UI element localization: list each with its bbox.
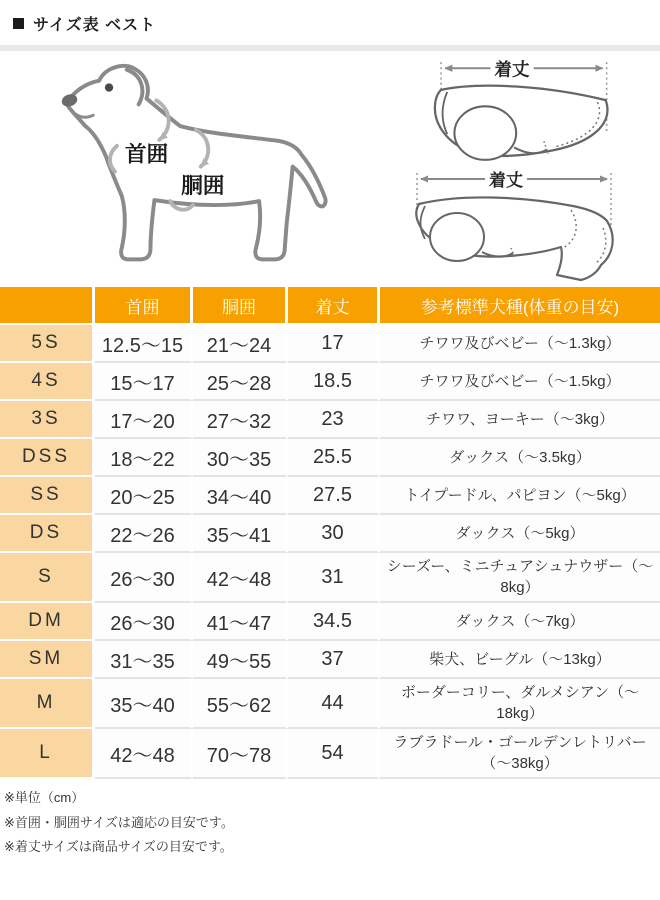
size-label-cell: DS — [0, 515, 95, 553]
neck-value-cell: 18〜22 — [95, 439, 193, 477]
size-label-cell: S — [0, 553, 95, 603]
square-bullet-icon — [13, 18, 24, 29]
neck-value-cell: 42〜48 — [95, 729, 193, 779]
vest-diagram-top — [375, 59, 647, 167]
vest-top-leg-hole — [454, 106, 516, 159]
neck-girth-label: 首囲 — [124, 141, 168, 167]
girth-value-cell: 35〜41 — [193, 515, 288, 553]
breed-value-cell: ダックス（〜5kg） — [380, 515, 660, 553]
vest-bottom-leg-hole — [430, 213, 484, 261]
size-table — [0, 287, 660, 779]
size-table-body — [0, 325, 660, 779]
footnote-line: ※首囲・胴囲サイズは適応の目安です。 — [4, 814, 234, 830]
body-girth-label: 胴囲 — [180, 173, 225, 199]
length-value-cell: 25.5 — [288, 439, 380, 477]
breed-value-cell: ボーダーコリー、ダルメシアン（〜18kg） — [380, 679, 660, 729]
column-header-2: 胴囲 — [193, 287, 288, 325]
breed-value-cell: チワワ、ヨーキー（〜3kg） — [380, 401, 660, 439]
size-label-cell: SM — [0, 641, 95, 679]
length-value-cell: 37 — [288, 641, 380, 679]
size-label-cell: SS — [0, 477, 95, 515]
breed-value-cell: ダックス（〜7kg） — [380, 603, 660, 641]
length-value-cell: 27.5 — [288, 477, 380, 515]
breed-value-cell: ダックス（〜3.5kg） — [380, 439, 660, 477]
vest-diagram-bottom — [375, 169, 660, 283]
table-row — [0, 439, 660, 477]
vest-top-length-label: 着丈 — [494, 59, 530, 80]
size-label-cell: 5S — [0, 325, 95, 363]
footnote-line: ※着丈サイズは商品サイズの目安です。 — [4, 839, 233, 855]
column-header-0 — [0, 287, 95, 325]
neck-value-cell: 35〜40 — [95, 679, 193, 729]
neck-value-cell: 20〜25 — [95, 477, 193, 515]
size-label-cell: L — [0, 729, 95, 779]
girth-value-cell: 30〜35 — [193, 439, 288, 477]
length-value-cell: 23 — [288, 401, 380, 439]
size-label-cell: 3S — [0, 401, 95, 439]
size-label-cell: 4S — [0, 363, 95, 401]
neck-value-cell: 26〜30 — [95, 553, 193, 603]
length-value-cell: 54 — [288, 729, 380, 779]
footnote-line: ※単位（cm） — [4, 790, 85, 805]
column-header-4: 参考標準犬種(体重の目安) — [380, 287, 660, 325]
neck-value-cell: 12.5〜15 — [95, 325, 193, 363]
length-value-cell: 34.5 — [288, 603, 380, 641]
measurement-illustration — [0, 51, 660, 287]
breed-value-cell: シーズー、ミニチュアシュナウザー（〜8kg） — [380, 553, 660, 603]
dog-body-outline — [67, 66, 325, 259]
neck-value-cell: 15〜17 — [95, 363, 193, 401]
length-value-cell: 17 — [288, 325, 380, 363]
girth-value-cell: 55〜62 — [193, 679, 288, 729]
header-row — [0, 287, 660, 325]
girth-value-cell: 21〜24 — [193, 325, 288, 363]
neck-value-cell: 22〜26 — [95, 515, 193, 553]
table-row — [0, 603, 660, 641]
vest-bottom-length-label: 着丈 — [489, 171, 523, 190]
dog-outline-illustration — [30, 55, 346, 287]
neck-value-cell: 31〜35 — [95, 641, 193, 679]
neck-value-cell: 17〜20 — [95, 401, 193, 439]
table-row — [0, 641, 660, 679]
table-row — [0, 401, 660, 439]
page-title: サイズ表 ベスト — [33, 17, 157, 34]
breed-value-cell: トイプードル、パピヨン（〜5kg） — [380, 477, 660, 515]
table-row — [0, 553, 660, 603]
footnotes — [0, 779, 660, 860]
size-label-cell: DM — [0, 603, 95, 641]
girth-value-cell: 27〜32 — [193, 401, 288, 439]
page-title-bar — [0, 0, 660, 45]
table-row — [0, 477, 660, 515]
table-row — [0, 363, 660, 401]
table-row — [0, 325, 660, 363]
dog-diagram — [0, 51, 375, 287]
girth-value-cell: 41〜47 — [193, 603, 288, 641]
column-header-3: 着丈 — [288, 287, 380, 325]
length-value-cell: 44 — [288, 679, 380, 729]
breed-value-cell: 柴犬、ビーグル（〜13kg） — [380, 641, 660, 679]
girth-value-cell: 34〜40 — [193, 477, 288, 515]
length-value-cell: 18.5 — [288, 363, 380, 401]
length-value-cell: 31 — [288, 553, 380, 603]
breed-value-cell: チワワ及びベビー（〜1.3kg） — [380, 325, 660, 363]
size-table-header — [0, 287, 660, 325]
table-row — [0, 515, 660, 553]
vest-diagrams — [375, 51, 660, 287]
girth-value-cell: 42〜48 — [193, 553, 288, 603]
dog-eye — [104, 83, 112, 91]
table-row — [0, 679, 660, 729]
neck-value-cell: 26〜30 — [95, 603, 193, 641]
breed-value-cell: ラブラドール・ゴールデンレトリバー（〜38kg） — [380, 729, 660, 779]
girth-value-cell: 25〜28 — [193, 363, 288, 401]
girth-value-cell: 49〜55 — [193, 641, 288, 679]
girth-value-cell: 70〜78 — [193, 729, 288, 779]
table-row — [0, 729, 660, 779]
breed-value-cell: チワワ及びベビー（〜1.5kg） — [380, 363, 660, 401]
length-value-cell: 30 — [288, 515, 380, 553]
column-header-1: 首囲 — [95, 287, 193, 325]
size-label-cell: M — [0, 679, 95, 729]
size-label-cell: DSS — [0, 439, 95, 477]
